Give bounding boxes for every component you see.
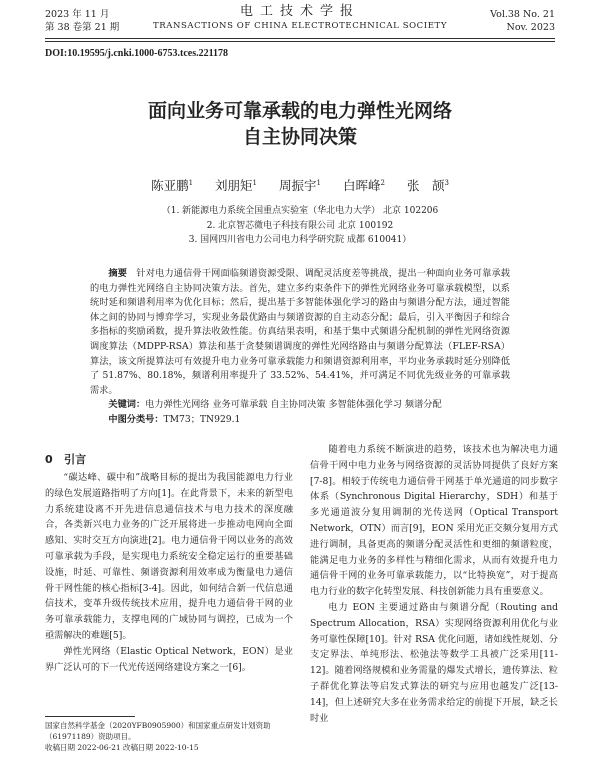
funding-note-cont: （61971189）资助项目。	[45, 732, 136, 741]
paragraph: “碳达峰、碳中和”战略目标的提出为我国能源电力行业的绿色发展道路指明了方向[1]。在此背景下，未来的新型电力系统建设离不开先进信息通信技术与电力技术的深度融合，各类新兴电力业务的广泛开展将进一步推动电网向全面感知、实时交互方向演进[2]。电力通信骨干网以业务的高效可靠承载为手段，是实现电力系统安全稳定运行的重要基础设施，时延、可靠性、频谱资源利用效率成为衡量电力通信骨干网性能的核心指标[3-4]。因此，如何结合新一代信息通信技术，变革升级传统技术应用，提升电力通信骨干网的业务可靠承载能力，支撑电网的广域协同与调控，已成为一个亟需解决的难题[5]。	[45, 472, 293, 641]
volume-number: Vol.38 No. 21	[490, 9, 555, 20]
section-number: 0	[45, 453, 53, 466]
footnotes	[45, 720, 293, 753]
keywords-label: 关键词：	[108, 399, 146, 411]
keywords: 关键词：电力弹性光网络 业务可靠承载 自主协同决策 多智能体强化学习 频谱分配	[108, 399, 442, 411]
section-title: 引言	[64, 453, 87, 466]
issue-date: 2023 年 11 月	[45, 9, 110, 20]
classification-number: 中图分类号：TM73；TN929.1	[108, 413, 241, 425]
section-heading	[45, 451, 86, 467]
author: 周振宇$^1$	[279, 178, 321, 193]
header-rule-thick	[45, 38, 555, 39]
journal-title-en: TRANSACTIONS OF CHINA ELECTROTECHNICAL SOCIETY	[152, 21, 448, 31]
paragraph: 弹性光网络（Elastic Optical Network，EON）是业界广泛认可的下一代光传送网络建设方案之一[6]。	[45, 645, 293, 673]
abstract-text: 摘要 针对电力通信骨干网面临频谱资源受限、调配灵活度差等挑战，提出一种面向业务可靠承载的电力弹性光网络自主协同决策方法。首先，建立多约束条件下的弹性光网络业务可靠承载模型，以系统时延和频谱利用率为优化目标；然后，提出基于多智能体强化学习的路由与频谱分配方法，通过智能体之间的协同与博弈学习，实现业务最优路由与频谱资源的自主动态分配；最后，引入平衡因子和综合多指标的奖励函数，提升算法收敛性能。仿真结果表明，和基于集中式频谱分配机制的弹性光网络资源调度算法（MDPP-RSA）算法和基于贪婪频谱调度的弹性光网络路由与频谱分配算法（FLEF-RSA）算法，该文所提算法可有效提升电力业务可靠承载能力和频谱资源利用率，平均业务承载时延分别降低了 51.87%、80.18%，频谱利用率提升了 33.52%、54.41%，并可满足不同优先级业务的可靠承载需求。	[90, 268, 510, 396]
issue-month-year: Nov. 2023	[506, 22, 555, 33]
title-line-2: 自主协同决策	[242, 126, 357, 148]
title-line-1: 面向业务可靠承载的电力弹性光网络	[147, 100, 452, 122]
author-list	[0, 176, 600, 194]
funding-note: 国家自然科学基金（2020YFB0905900）和国家重点研发计划资助	[45, 721, 271, 730]
doi-line: DOI:10.19595/j.cnki.1000-6753.tces.221178	[45, 48, 229, 59]
journal-title-cn: 电工技术学报	[239, 4, 360, 19]
volume-block	[490, 8, 555, 34]
paragraph: 电力 EON 主要通过路由与频谱分配（Routing and Spectrum Allocation，RSA）实现网络资源利用优化与业务可靠性保障[10]。针对 RSA 优化问题，诸如线性规划、分支定界法、单纯形法、松弛法等数学工具被广泛采用[11-12]。随着网络规模和业务需量的爆发式增长，遗传算法、粒子群优化算法等启发式算法的研究与应用也越发广泛[13-14]，但上述研究大多在业务需求给定的前提下开展，缺乏长时业	[310, 601, 558, 724]
header-rule-thin	[45, 41, 555, 42]
affiliation: 2. 北京智芯微电子科技有限公司 北京 100192	[206, 220, 394, 231]
author: 张 颉$^3$	[406, 178, 449, 193]
author: 陈亚鹏$^1$	[151, 178, 194, 193]
body-column-left	[45, 470, 293, 675]
abstract-block	[90, 267, 510, 428]
body-column-right	[310, 442, 558, 726]
affiliation: 3. 国网四川省电力公司电力科学研究院 成都 610041）	[188, 235, 412, 245]
author: 白晖峰$^2$	[342, 178, 385, 193]
author: 刘朋矩$^1$	[215, 178, 258, 193]
abstract-label: 摘要	[108, 268, 128, 279]
received-date: 收稿日期 2022-06-21 改稿日期 2022-10-15	[45, 743, 199, 752]
volume-issue-cn: 第 38 卷第 21 期	[45, 22, 120, 33]
paper-title	[0, 98, 600, 150]
footnote-divider	[45, 716, 135, 717]
paragraph: 随着电力系统不断演进的趋势，该技术也为解决电力通信骨干网中电力业务与网络资源的灵活协同提供了良好方案[7-8]。相较于传统电力通信骨干网基于单光通道的同步数字体系（Synchronous Digital Hierarchy，SDH）和基于多光通道波分复用调制的光传送网（Optical Transport Network，OTN）而言[9]，EON 采用光正交频分复用方式进行调制，具备更高的频谱分配灵活性和更细的频谱粒度，能满足电力业务的多样性与精细化需求，从而有效提升电力通信骨干网的业务可靠承载能力，以“比特换宽”，对于提高电力行业的数字化转型发展、科技创新能力具有重要意义。	[310, 444, 558, 598]
affiliation: （1. 新能源电力系统全国重点实验室（华北电力大学） 北京 102206	[161, 206, 439, 216]
affiliations	[0, 204, 600, 248]
clc-label: 中图分类号：	[108, 413, 164, 425]
